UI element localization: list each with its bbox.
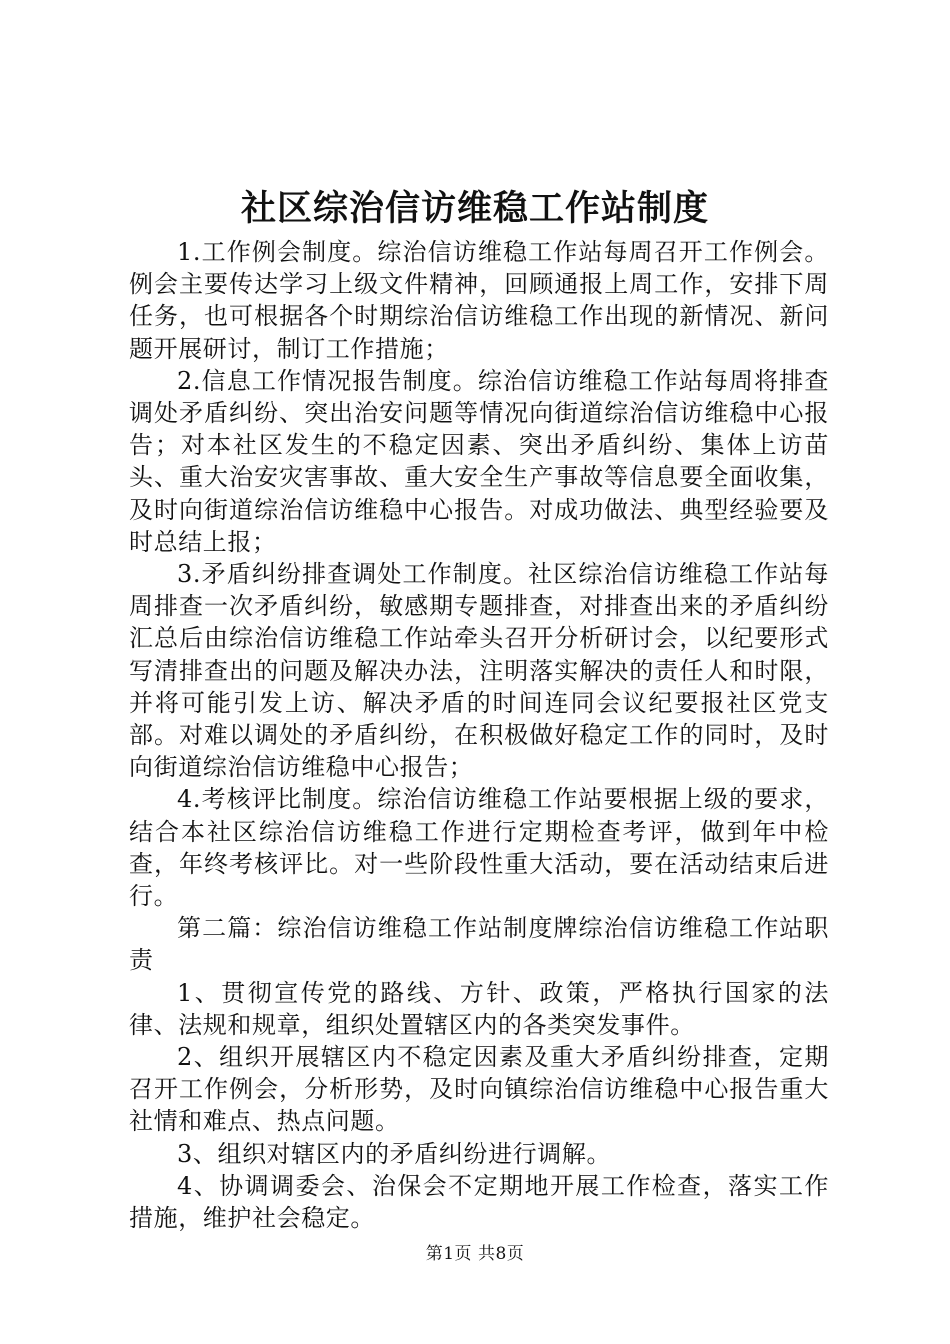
paragraph-dispute-investigation: 3.矛盾纠纷排查调处工作制度。社区综治信访维稳工作站每周排查一次矛盾纠纷，敏感期专题排查，对排查出来的矛盾纠纷汇总后由综治信访维稳工作站牵头召开分析研讨会，以纪要形式写清排查出的问题及解决办法，注明落实解决的责任人和时限，并将可能引发上访、解决矛盾的时间连同会议纪要报社区党支部。对难以调处的矛盾纠纷，在积极做好稳定工作的同时，及时向街道综治信访维稳中心报告； [129, 560, 829, 782]
document-body [129, 236, 829, 1234]
paragraph-section-two-heading: 第二篇：综治信访维稳工作站制度牌综治信访维稳工作站职责 [129, 914, 829, 975]
paragraph-duty-3: 3、组织对辖区内的矛盾纠纷进行调解。 [177, 1139, 612, 1168]
page-number-footer: 第1页 共8页 [425, 1244, 525, 1264]
document-title: 社区综治信访维稳工作站制度 [240, 188, 709, 229]
paragraph-duty-2: 2、组织开展辖区内不稳定因素及重大矛盾纠纷排查，定期召开工作例会，分析形势，及时向镇综治信访维稳中心报告重大社情和难点、热点问题。 [129, 1043, 829, 1136]
paragraph-duty-4: 4、协调调委会、治保会不定期地开展工作检查，落实工作措施，维护社会稳定。 [129, 1171, 829, 1233]
paragraph-assessment: 4.考核评比制度。综治信访维稳工作站要根据上级的要求，结合本社区综治信访维稳工作进行定期检查考评，做到年中检查，年终考核评比。对一些阶段性重大活动，要在活动结束后进行。 [129, 785, 829, 911]
paragraph-work-meeting: 1.工作例会制度。综治信访维稳工作站每周召开工作例会。例会主要传达学习上级文件精神，回顾通报上周工作，安排下周任务，也可根据各个时期综治信访维稳工作出现的新情况、新问题开展研讨，制订工作措施； [129, 238, 829, 363]
paragraph-information-report: 2.信息工作情况报告制度。综治信访维稳工作站每周将排查调处矛盾纠纷、突出治安问题等情况向街道综治信访维稳中心报告；对本社区发生的不稳定因素、突出矛盾纠纷、集体上访苗头、重大治安灾害事故、重大安全生产事故等信息要全面收集，及时向街道综治信访维稳中心报告。对成功做法、典型经验要及时总结上报； [129, 366, 829, 556]
paragraph-duty-1: 1、贯彻宣传党的路线、方针、政策，严格执行国家的法律、法规和规章，组织处置辖区内的各类突发事件。 [129, 978, 829, 1039]
